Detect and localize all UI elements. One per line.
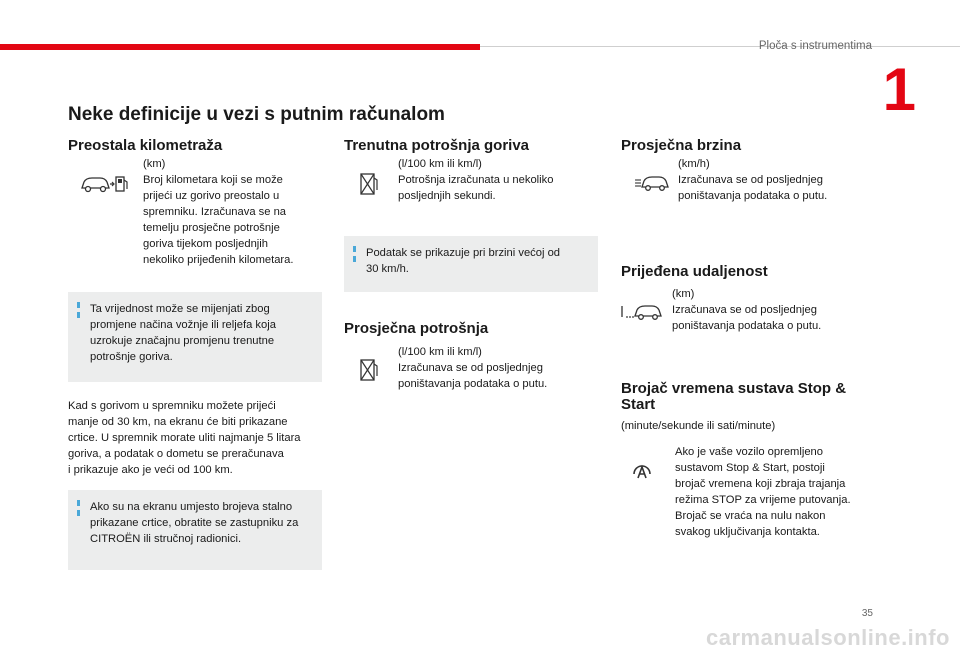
note-text-range: Ta vrijednost može se mijenjati zbog promjene načina vožnje ili reljefa koja uzrokuje značajnu promjenu trenutne potrošnje goriva. xyxy=(90,303,276,363)
header-rule xyxy=(480,46,960,47)
stop-start-units: (minute/sekunde ili sati/minute) xyxy=(621,420,776,432)
page-number: 35 xyxy=(861,608,873,619)
average-speed-description: (km/h) Izračunava se od posljednjeg poništavanja podataka o putu. xyxy=(678,158,828,202)
car-distance-icon xyxy=(620,302,664,322)
car-range-fuel-icon xyxy=(80,174,130,194)
note-text-speed: Podatak se prikazuje pri brzini većoj od 30 km/h. xyxy=(366,247,561,275)
note-box-dashes xyxy=(68,490,322,570)
note-marker xyxy=(353,246,359,262)
heading-remaining-range: Preostala kilometraža xyxy=(68,137,223,154)
note-box-range xyxy=(68,292,322,382)
heading-average-consumption: Prosječna potrošnja xyxy=(344,320,489,337)
heading-distance-travelled: Prijeđena udaljenost xyxy=(621,263,768,280)
current-consumption-description: (l/100 km ili km/l) Potrošnja izračunata u nekoliko posljednjih sekundi. xyxy=(398,158,554,202)
remaining-range-description: (km) Broj kilometara koji se može prijeći uz gorivo preostalo u spremniku. Izračunava se na temelju prosječne potrošnje goriva tijekom posljednjih nekoliko prijeđenih kilometara. xyxy=(143,158,294,266)
heading-average-speed: Prosječna brzina xyxy=(621,137,742,154)
section-title: Ploča s instrumentima xyxy=(758,40,872,52)
fuel-pump-icon xyxy=(358,358,380,382)
car-speed-icon xyxy=(634,174,670,192)
range-paragraph: Kad s gorivom u spremniku možete prijeći manje od 30 km, na ekranu će biti prikazane crtice. U spremnik morate uliti najmanje 5 litara goriva, a podatak o dometu se preračunava i prikazuje ako je veći od 100 km. xyxy=(68,400,301,476)
header-accent-bar xyxy=(0,44,480,50)
note-text-dashes: Ako su na ekranu umjesto brojeva stalno prikazane crtice, obratite se zastupniku za CITROËN ili stručnoj radionici. xyxy=(90,501,299,545)
stop-start-icon xyxy=(630,459,654,483)
distance-travelled-description: (km) Izračunava se od posljednjeg poništavanja podataka o putu. xyxy=(672,288,822,332)
chapter-number: 1 xyxy=(882,56,916,123)
fuel-pump-icon xyxy=(358,172,380,196)
average-consumption-description: (l/100 km ili km/l) Izračunava se od posljednjeg poništavanja podataka o putu. xyxy=(398,346,548,390)
note-marker xyxy=(77,302,83,318)
page-title: Neke definicije u vezi s putnim računalom xyxy=(68,104,445,125)
heading-current-consumption: Trenutna potrošnja goriva xyxy=(344,137,530,154)
note-box-speed xyxy=(344,236,598,292)
note-marker xyxy=(77,500,83,516)
stop-start-description: Ako je vaše vozilo opremljeno sustavom Stop & Start, postoji brojač vremena koji zbraja trajanja režima STOP za vrijeme putovanja. Brojač se vraća na nulu nakon svakog uključivanja kontakta. xyxy=(675,446,851,538)
watermark: carmanualsonline.info xyxy=(706,625,950,650)
heading-stop-start-timer: Brojač vremena sustava Stop & Start xyxy=(621,380,847,413)
